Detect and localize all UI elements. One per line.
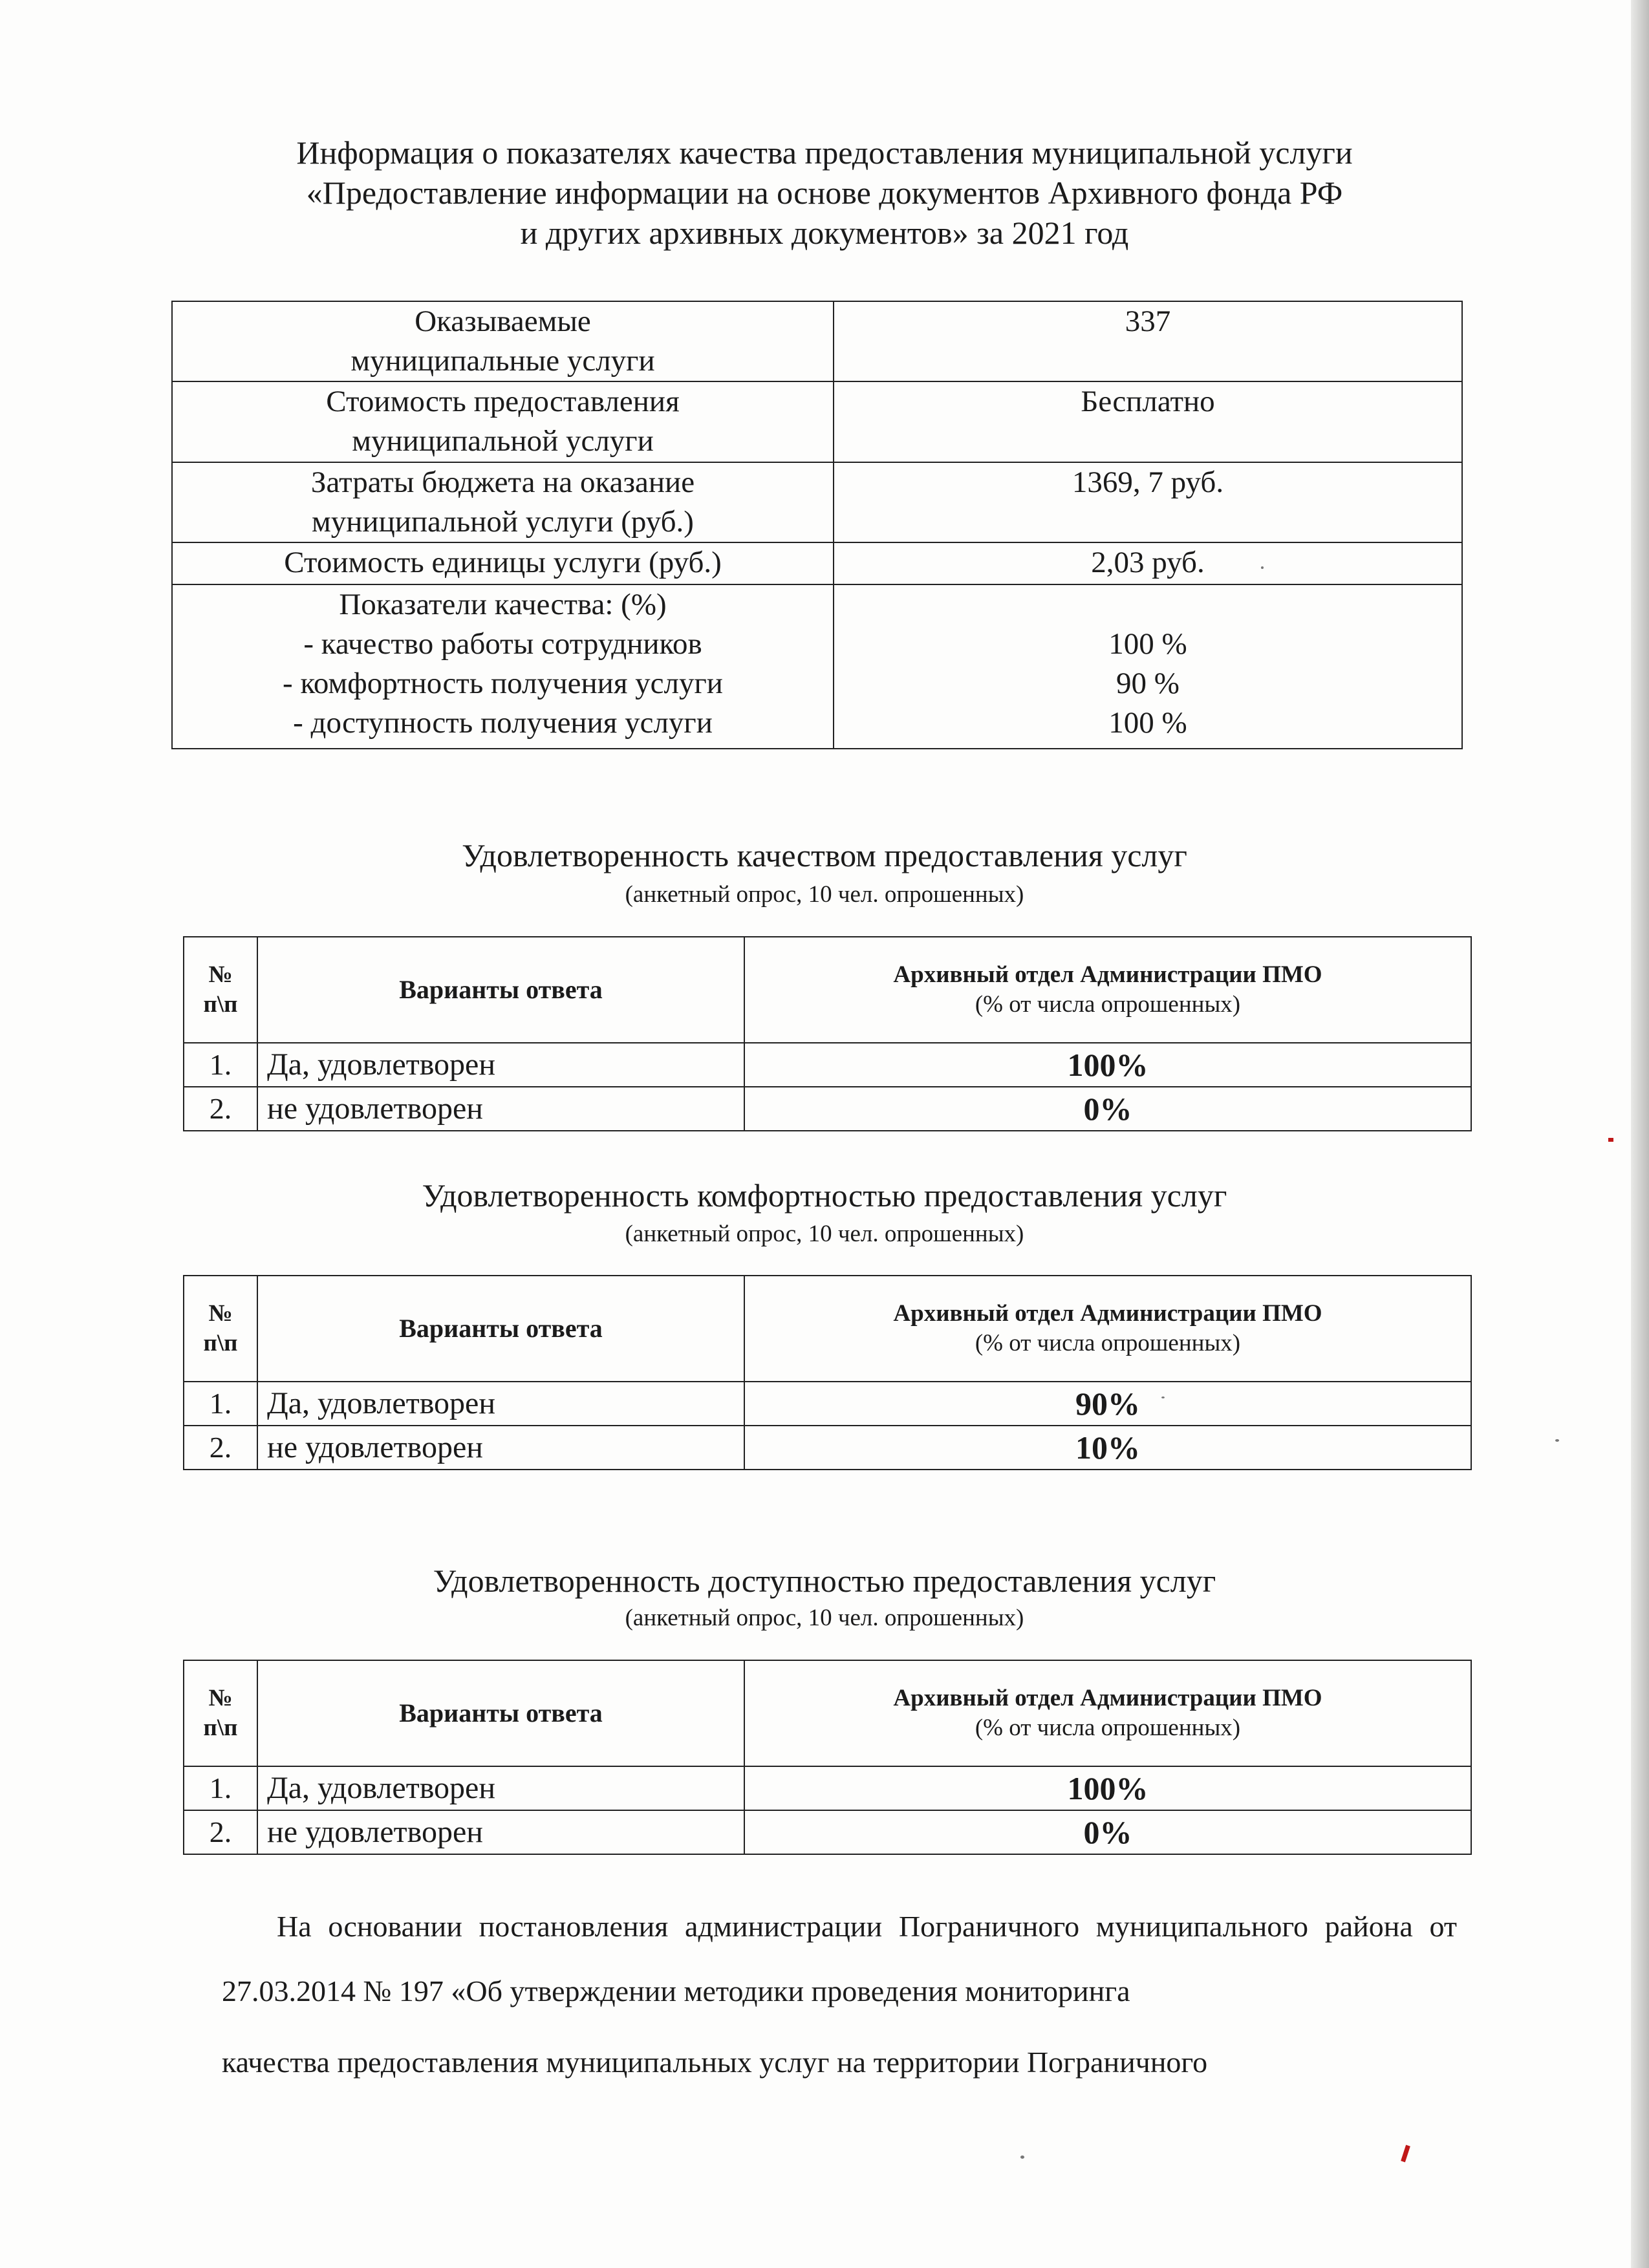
info-row [172,462,1462,542]
table-row [184,1766,1471,1810]
info-value-line: 1369, 7 руб. [1072,465,1224,499]
document-title [0,133,1649,253]
info-label-line: Стоимость единицы услуги (руб.) [284,546,722,579]
scan-mark [1401,2145,1410,2163]
row-variant: Да, удовлетворен [257,1043,744,1087]
info-value-line: 337 [1125,305,1171,338]
info-label-line: Стоимость предоставления [326,385,680,418]
info-label-line: - доступность получения услуги [293,706,713,740]
header-dept [744,1276,1471,1382]
info-label [172,462,834,542]
info-value-line: 100 % [1108,706,1187,740]
row-variant: не удовлетворен [257,1087,744,1131]
info-label-line: Показатели качества: (%) [339,588,667,621]
body-paragraph: На основании постановления администрации Пограничного муниципального района от 27.03.2014 № 197 «Об утверждении методики проведения мониторинга [222,1910,1457,2007]
survey-header-row [184,1276,1471,1382]
survey-title: Удовлетворенность комфортностью предоставления услуг [422,1177,1227,1214]
header-number-line: № [208,961,233,988]
info-row [172,381,1462,462]
header-number [184,1660,257,1766]
table-row [184,1043,1471,1087]
info-value-line: Бесплатно [1081,385,1215,418]
row-variant: не удовлетворен [257,1810,744,1854]
row-number: 2. [184,1810,257,1854]
header-number [184,937,257,1043]
survey-header-row [184,1660,1471,1766]
scan-speck [1261,566,1264,569]
survey-title: Удовлетворенность качеством предоставления услуг [462,837,1187,873]
row-variant: не удовлетворен [257,1426,744,1470]
title-line: «Предоставление информации на основе документов Архивного фонда РФ [306,175,1343,211]
survey-header-row [184,937,1471,1043]
header-dept-name: Архивный отдел Администрации ПМО [893,961,1322,988]
info-value-line [834,585,1461,625]
scan-speck [1161,1396,1165,1398]
row-value: 10% [744,1426,1471,1470]
info-value-line: 100 % [1108,627,1187,661]
survey-title: Удовлетворенность доступностью предоставления услуг [433,1563,1216,1599]
header-number-line: п\п [203,1715,238,1741]
header-dept [744,937,1471,1043]
info-label-line: - качество работы сотрудников [303,627,702,661]
header-dept-note: (% от числа опрошенных) [975,991,1241,1018]
table-row [184,1382,1471,1426]
table-row [184,1810,1471,1854]
header-dept-name: Архивный отдел Администрации ПМО [893,1300,1322,1327]
info-label [172,301,834,381]
row-number: 2. [184,1087,257,1131]
header-variant: Варианты ответа [257,1276,744,1382]
service-info-table [171,301,1463,749]
scan-speck [1555,1439,1559,1442]
row-value: 100% [744,1766,1471,1810]
row-number: 1. [184,1382,257,1426]
title-line: и других архивных документов» за 2021 год [520,215,1129,251]
row-number: 1. [184,1043,257,1087]
info-label-line: Затраты бюджета на оказание [310,465,695,499]
row-value: 0% [744,1810,1471,1854]
info-label-line: Оказываемые [415,305,591,338]
info-row [172,584,1462,749]
row-number: 2. [184,1426,257,1470]
info-value [834,462,1462,542]
row-number: 1. [184,1766,257,1810]
row-variant: Да, удовлетворен [257,1766,744,1810]
header-dept [744,1660,1471,1766]
header-variant: Варианты ответа [257,937,744,1043]
table-row [184,1087,1471,1131]
scan-mark [1608,1138,1613,1142]
header-number-line: п\п [203,1330,238,1356]
header-variant: Варианты ответа [257,1660,744,1766]
info-label-line: муниципальной услуги [352,424,654,458]
body-paragraph-last-line: качества предоставления муниципальных услуг на территории Пограничного [222,2046,1208,2079]
row-value: 100% [744,1043,1471,1087]
header-number-line: п\п [203,991,238,1018]
info-row [172,542,1462,584]
survey-table-comfort [183,1275,1472,1470]
info-value [834,584,1462,749]
scan-speck [1020,2156,1024,2159]
info-label [172,542,834,584]
info-label-line: муниципальной услуги (руб.) [312,505,694,539]
info-value [834,542,1462,584]
header-number [184,1276,257,1382]
scan-edge [1631,0,1649,2268]
header-dept-note: (% от числа опрошенных) [975,1715,1241,1741]
header-dept-name: Архивный отдел Администрации ПМО [893,1685,1322,1711]
survey-subtitle: (анкетный опрос, 10 чел. опрошенных) [625,1221,1024,1247]
table-row [184,1426,1471,1470]
info-label [172,381,834,462]
survey-subtitle: (анкетный опрос, 10 чел. опрошенных) [625,881,1024,908]
info-value [834,381,1462,462]
title-line: Информация о показателях качества предоставления муниципальной услуги [296,134,1353,171]
info-label-line: - комфортность получения услуги [283,667,723,700]
survey-table-accessibility [183,1660,1472,1855]
info-label-line: муниципальные услуги [350,344,655,378]
header-number-line: № [208,1300,233,1327]
row-value: 90% [744,1382,1471,1426]
info-row [172,301,1462,381]
header-dept-note: (% от числа опрошенных) [975,1330,1241,1356]
info-value [834,301,1462,381]
survey-subtitle: (анкетный опрос, 10 чел. опрошенных) [625,1605,1024,1631]
survey-table-quality [183,936,1472,1131]
info-value-line: 2,03 руб. [1091,546,1205,579]
header-number-line: № [208,1685,233,1711]
row-value: 0% [744,1087,1471,1131]
info-label [172,584,834,749]
info-value-line: 90 % [1116,667,1180,700]
row-variant: Да, удовлетворен [257,1382,744,1426]
